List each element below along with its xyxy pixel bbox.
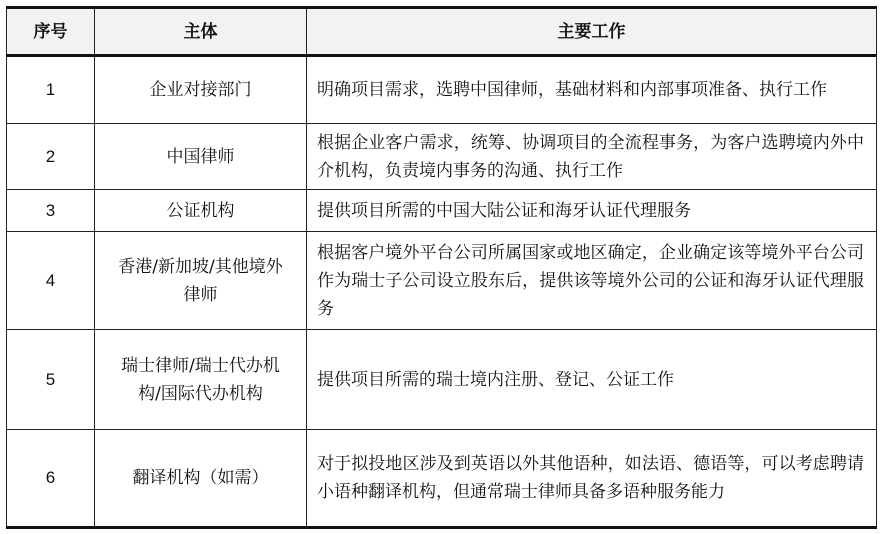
row-number: 6 (7, 430, 95, 528)
table-header-row (7, 8, 877, 56)
row-work: 提供项目所需的中国大陆公证和海牙认证代理服务 (307, 190, 877, 232)
row-subject-text: 企业对接部门 (149, 80, 252, 100)
row-work: 明确项目需求，选聘中国律师，基础材料和内部事项准备、执行工作 (307, 56, 877, 124)
row-work: 提供项目所需的瑞士境内注册、登记、公证工作 (307, 330, 877, 430)
roles-table (6, 6, 877, 529)
header-work: 主要工作 (307, 8, 877, 56)
header-no: 序号 (7, 8, 95, 56)
row-number: 4 (7, 232, 95, 330)
row-number: 5 (7, 330, 95, 430)
row-number: 2 (7, 124, 95, 190)
row-subject (95, 232, 307, 330)
header-subject: 主体 (95, 8, 307, 56)
table-row (7, 190, 877, 232)
row-subject-text: 瑞士律师/瑞士代办机构/国际代办机构 (121, 355, 280, 404)
row-subject-text: 香港/新加坡/其他境外律师 (118, 256, 283, 305)
row-subject (95, 430, 307, 528)
row-subject-text: 翻译机构（如需） (132, 468, 269, 488)
table-row (7, 330, 877, 430)
table-row (7, 124, 877, 190)
row-number: 3 (7, 190, 95, 232)
row-subject (95, 124, 307, 190)
table-row (7, 430, 877, 528)
row-number: 1 (7, 56, 95, 124)
row-work: 根据客户境外平台公司所属国家或地区确定，企业确定该等境外平台公司作为瑞士子公司设立股东后，提供该等境外公司的公证和海牙认证代理服务 (307, 232, 877, 330)
row-subject (95, 330, 307, 430)
table-row (7, 232, 877, 330)
row-subject (95, 190, 307, 232)
row-subject-text: 中国律师 (166, 146, 235, 167)
row-subject (95, 56, 307, 124)
table-row (7, 56, 877, 124)
row-work: 对于拟投地区涉及到英语以外其他语种，如法语、德语等，可以考虑聘请小语种翻译机构，但通常瑞士律师具备多语种服务能力 (307, 430, 877, 528)
row-work: 根据企业客户需求，统筹、协调项目的全流程事务，为客户选聘境内外中介机构，负责境内事务的沟通、执行工作 (307, 124, 877, 190)
row-subject-text: 公证机构 (166, 200, 235, 221)
